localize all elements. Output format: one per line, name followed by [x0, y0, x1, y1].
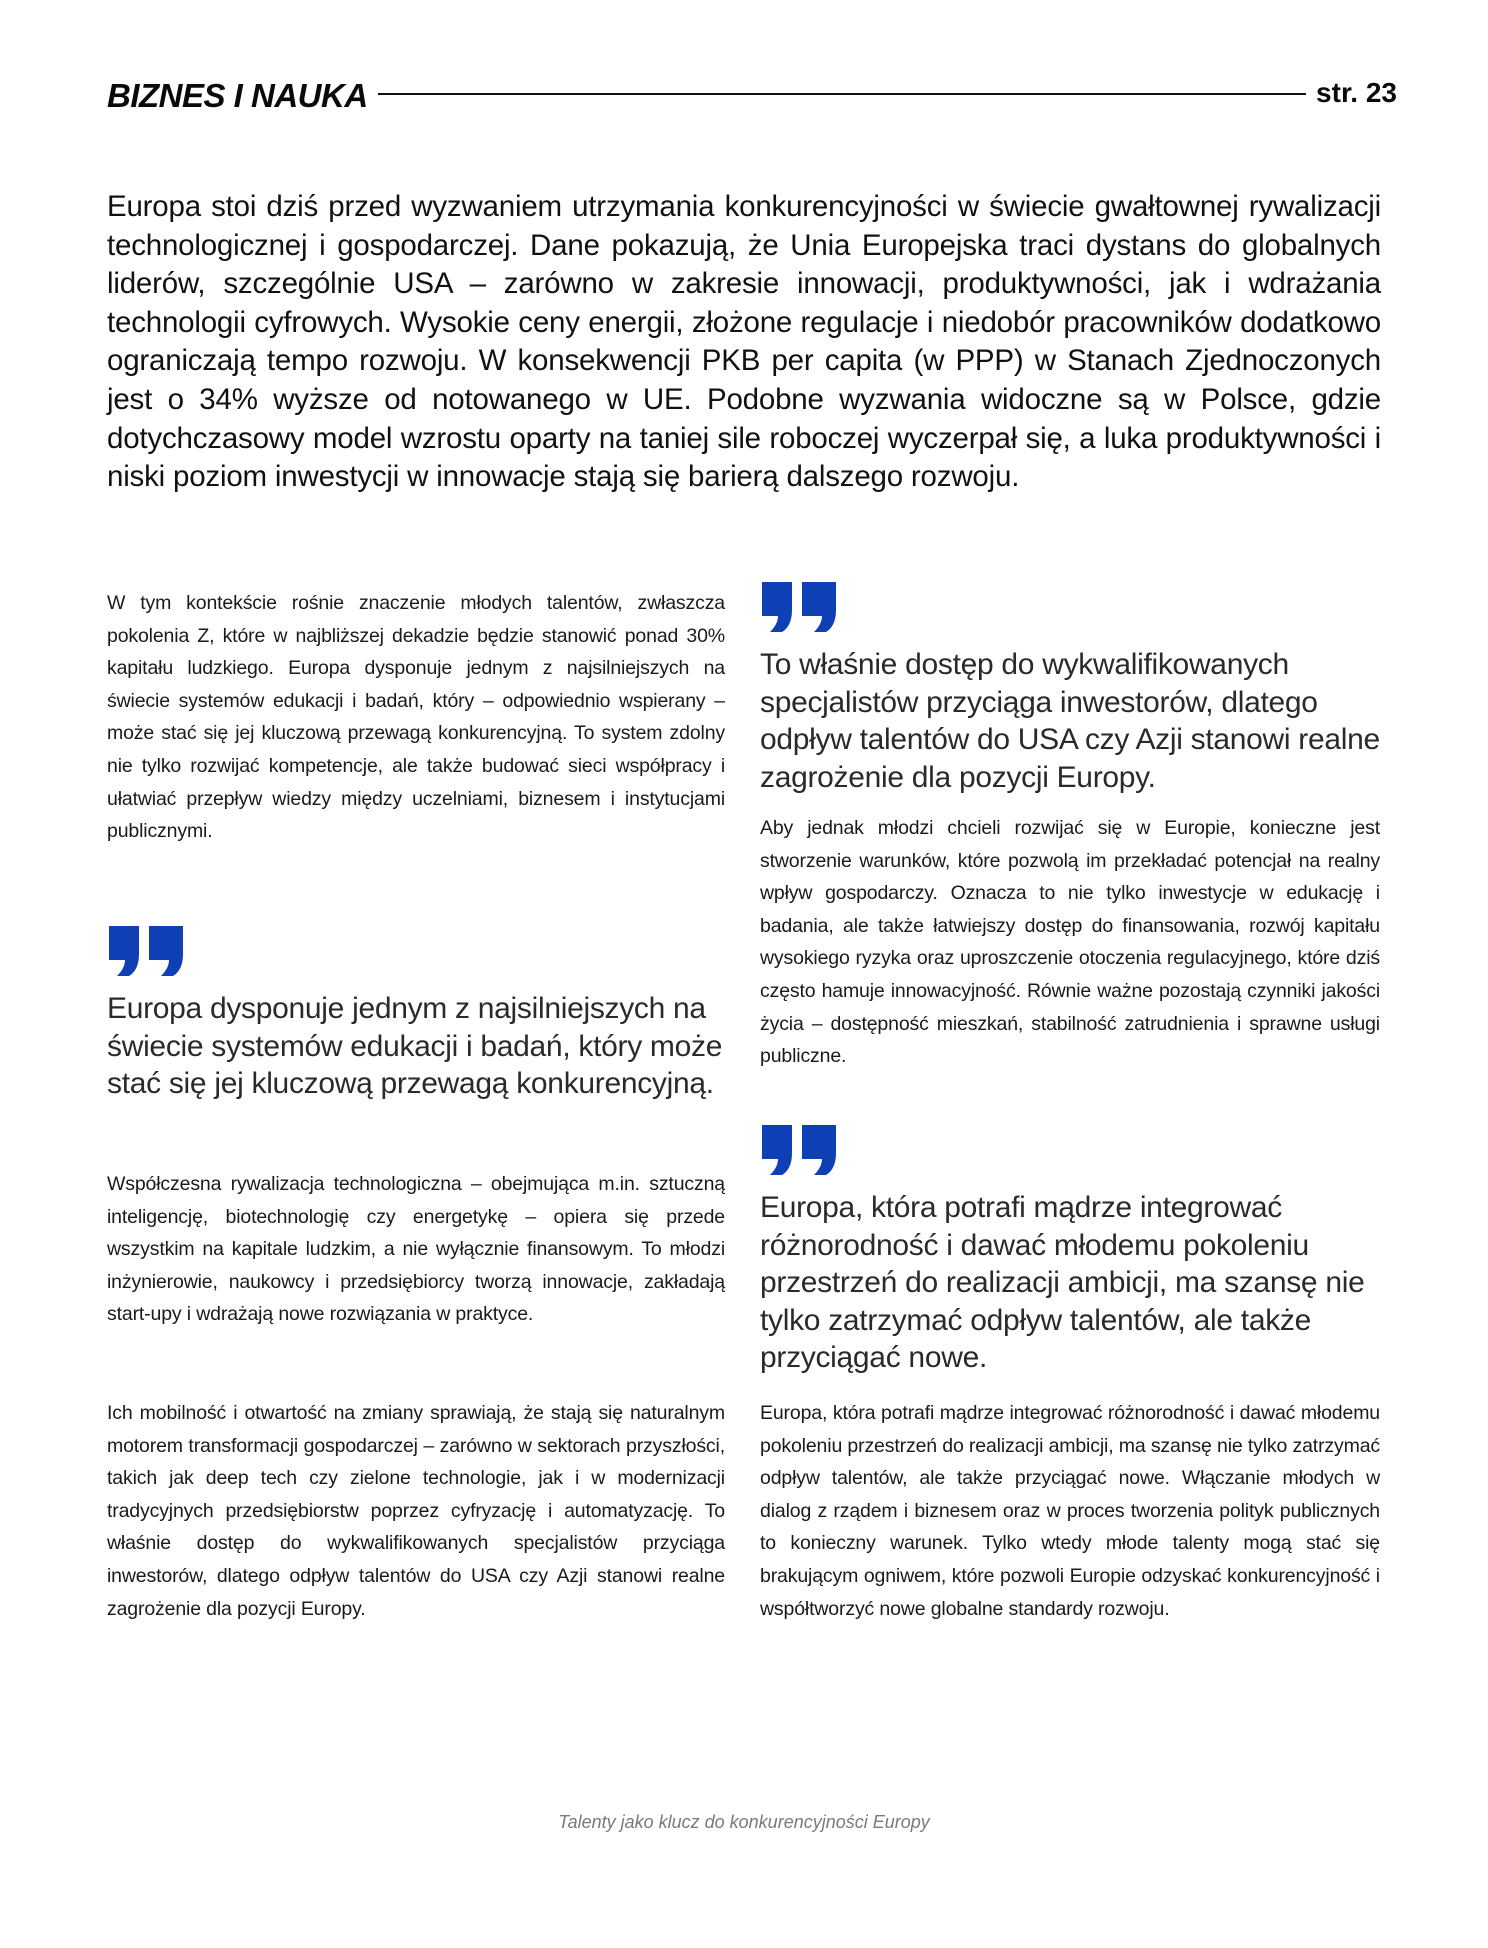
body-paragraph-1: W tym kontekście rośnie znaczenie młodych talentów, zwłaszcza pokolenia Z, które w najbliższej dekadzie będzie stanowić ponad 30% kapitału ludzkiego. Europa dysponuje jednym z najsilniejszych na świecie systemów edukacji i badań, który – odpowiednio wspierany – może stać się jej kluczową przewagą konkurencyjną. To system zdolny nie tylko rozwijać kompetencje, ale także budować sieci współpracy i ułatwiać przepływ wiedzy między uczelniami, biznesem i instytucjami publicznymi.	[107, 592, 725, 843]
body-paragraph-3: Ich mobilność i otwartość na zmiany sprawiają, że stają się naturalnym motorem transformacji gospodarczej – zarówno w sektorach przyszłości, takich jak deep tech czy zielone technologie, jak i w modernizacji tradycyjnych przedsiębiorstw poprzez cyfryzację i automatyzację. To właśnie dostęp do wykwalifikowanych specjalistów przyciąga inwestorów, dlatego odpływ talentów do USA czy Azji stanowi realne zagrożenie dla pozycji Europy.	[107, 1402, 725, 1620]
closing-double-quote-icon	[760, 582, 838, 632]
pull-quote-block-3	[760, 1125, 1380, 1377]
section-title: BIZNES I NAUKA	[107, 77, 368, 114]
body-paragraph-2: Współczesna rywalizacja technologiczna – obejmująca m.in. sztuczną inteligencję, biotechnologię czy energetykę – opiera się przede wszystkim na kapitale ludzkim, a nie wyłącznie finansowym. To młodzi inżynierowie, naukowcy i przedsiębiorcy tworzą innowacje, zakładają start-upy i wdrażają nowe rozwiązania w praktyce.	[107, 1173, 725, 1326]
lead-paragraph: Europa stoi dziś przed wyzwaniem utrzymania konkurencyjności w świecie gwałtownej rywalizacji technologicznej i gospodarczej. Dane pokazują, że Unia Europejska traci dystans do globalnych liderów, szczególnie USA – zarówno w zakresie innowacji, produktywności, jak i wdrażania technologii cyfrowych. Wysokie ceny energii, złożone regulacje i niedobór pracowników dodatkowo ograniczają tempo rozwoju. W konsekwencji PKB per capita (w PPP) w Stanach Zjednoczonych jest o 34% wyższe od notowanego w UE. Podobne wyzwania widoczne są w Polsce, gdzie dotychczasowy model wzrostu oparty na taniej sile roboczej wyczerpał się, a luka produktywności i niski poziom inwestycji w innowacje stają się barierą dalszego rozwoju.	[107, 190, 1381, 494]
footer-caption: Talenty jako klucz do konkurencyjności Europy	[558, 1812, 930, 1832]
pull-quote-3: Europa, która potrafi mądrze integrować różnorodność i dawać młodemu pokoleniu przestrzeń do realizacji ambicji, ma szansę nie tylko zatrzymać odpływ talentów, ale także przyciągać nowe.	[760, 1191, 1365, 1374]
page-number: str. 23	[1316, 77, 1397, 108]
pull-quote-block-1	[107, 926, 725, 1103]
body-paragraph-5: Europa, która potrafi mądrze integrować różnorodność i dawać młodemu pokoleniu przestrzeń do realizacji ambicji, ma szansę nie tylko zatrzymać odpływ talentów, ale także przyciągać nowe. Włączanie młodych w dialog z rządem i biznesem oraz w proces tworzenia polityk publicznych to konieczny warunek. Tylko wtedy młode talenty mogą stać się brakującym ogniwem, które pozwoli Europie odzyskać konkurencyjność i współtworzyć nowe globalne standardy rozwoju.	[760, 1402, 1380, 1620]
body-paragraph-4: Aby jednak młodzi chcieli rozwijać się w Europie, konieczne jest stworzenie warunków, które pozwolą im przekładać potencjał na realny wpływ gospodarczy. Oznacza to nie tylko inwestycje w edukację i badania, ale także łatwiejszy dostęp do finansowania, rozwój kapitału wysokiego ryzyka oraz uproszczenie otoczenia regulacyjnego, które dziś często hamuje innowacyjność. Równie ważne pozostają czynniki jakości życia – dostępność mieszkań, stabilność zatrudnienia i sprawne usługi publiczne.	[760, 817, 1380, 1068]
pull-quote-block-2	[760, 582, 1380, 796]
page-header	[107, 76, 1397, 116]
closing-double-quote-icon	[760, 1125, 838, 1175]
pull-quote-1: Europa dysponuje jednym z najsilniejszych na świecie systemów edukacji i badań, który może stać się jej kluczową przewagą konkurencyjną.	[107, 992, 723, 1100]
header-divider	[378, 93, 1306, 95]
pull-quote-2: To właśnie dostęp do wykwalifikowanych specjalistów przyciąga inwestorów, dlatego odpływ talentów do USA czy Azji stanowi realne zagrożenie dla pozycji Europy.	[760, 648, 1380, 794]
closing-double-quote-icon	[107, 926, 185, 976]
